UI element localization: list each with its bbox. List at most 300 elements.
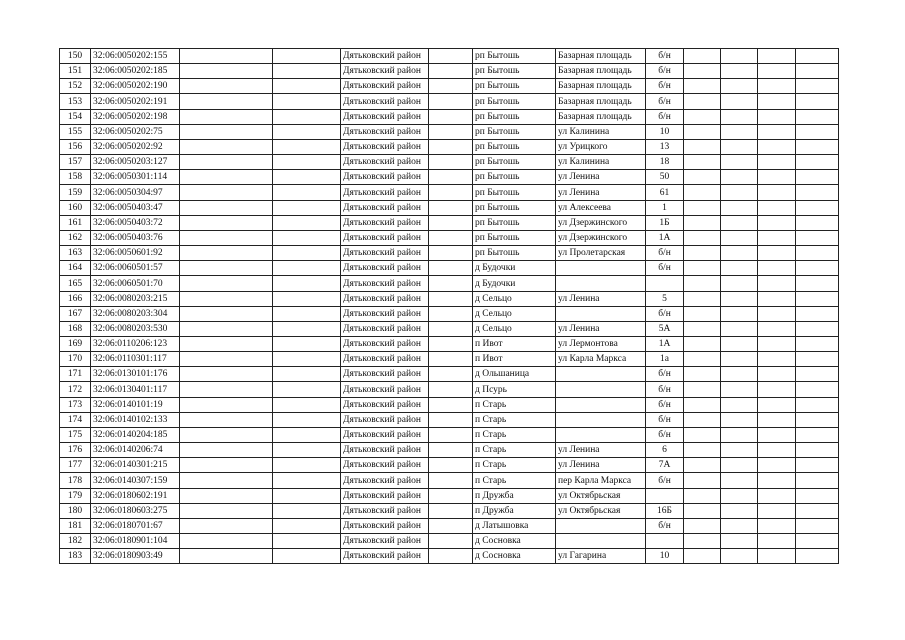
settlement-cell: д Сельцо [473,306,556,321]
row-number: 181 [60,518,91,533]
street-cell [556,397,646,412]
district-cell: Дятьковский район [341,443,429,458]
district-cell: Дятьковский район [341,534,429,549]
empty-cell [429,155,473,170]
table-row [60,352,839,367]
cadastral-number-cell: 32:06:0180602:191 [91,488,180,503]
empty-cell [180,49,273,64]
empty-cell [684,155,721,170]
empty-cell [758,412,796,427]
street-cell [556,412,646,427]
settlement-cell: п Ивот [473,352,556,367]
district-cell: Дятьковский район [341,276,429,291]
row-number: 167 [60,306,91,321]
empty-cell [721,518,758,533]
house-number-cell: 7А [646,458,684,473]
empty-cell [684,139,721,154]
table-row [60,139,839,154]
empty-cell [721,230,758,245]
empty-cell [796,230,839,245]
empty-cell [684,124,721,139]
house-number-cell: 5 [646,291,684,306]
row-number: 182 [60,534,91,549]
empty-cell [758,427,796,442]
house-number-cell: 10 [646,124,684,139]
house-number-cell: б/н [646,367,684,382]
row-number: 179 [60,488,91,503]
row-number: 159 [60,185,91,200]
empty-cell [180,246,273,261]
settlement-cell: рп Бытошь [473,155,556,170]
empty-cell [429,170,473,185]
empty-cell [180,230,273,245]
row-number: 172 [60,382,91,397]
house-number-cell: б/н [646,64,684,79]
empty-cell [273,443,341,458]
empty-cell [721,321,758,336]
district-cell: Дятьковский район [341,549,429,564]
settlement-cell: д Сельцо [473,321,556,336]
empty-cell [273,458,341,473]
empty-cell [758,200,796,215]
empty-cell [796,109,839,124]
row-number: 176 [60,443,91,458]
empty-cell [273,382,341,397]
empty-cell [758,94,796,109]
table-row [60,443,839,458]
empty-cell [721,276,758,291]
district-cell: Дятьковский район [341,170,429,185]
empty-cell [796,276,839,291]
table-row [60,488,839,503]
street-cell [556,276,646,291]
empty-cell [180,170,273,185]
empty-cell [429,336,473,351]
empty-cell [684,230,721,245]
house-number-cell [646,534,684,549]
house-number-cell: б/н [646,473,684,488]
empty-cell [796,185,839,200]
empty-cell [273,412,341,427]
table-row [60,109,839,124]
row-number: 175 [60,427,91,442]
empty-cell [684,185,721,200]
table-row [60,124,839,139]
cadastral-number-cell: 32:06:0050202:155 [91,49,180,64]
empty-cell [273,503,341,518]
settlement-cell: рп Бытошь [473,49,556,64]
district-cell: Дятьковский район [341,412,429,427]
empty-cell [429,397,473,412]
district-cell: Дятьковский район [341,367,429,382]
district-cell: Дятьковский район [341,291,429,306]
row-number: 168 [60,321,91,336]
empty-cell [796,473,839,488]
cadastral-number-cell: 32:06:0180901:104 [91,534,180,549]
empty-cell [429,458,473,473]
empty-cell [684,79,721,94]
house-number-cell: б/н [646,397,684,412]
empty-cell [180,367,273,382]
empty-cell [758,230,796,245]
house-number-cell: б/н [646,109,684,124]
empty-cell [180,94,273,109]
empty-cell [721,367,758,382]
cadastral-number-cell: 32:06:0180701:67 [91,518,180,533]
settlement-cell: п Ивот [473,336,556,351]
empty-cell [758,503,796,518]
cadastral-number-cell: 32:06:0180903:49 [91,549,180,564]
cadastral-number-cell: 32:06:0140307:159 [91,473,180,488]
empty-cell [180,518,273,533]
empty-cell [273,336,341,351]
empty-cell [758,49,796,64]
empty-cell [429,261,473,276]
street-cell: ул Пролетарская [556,246,646,261]
street-cell: Базарная площадь [556,79,646,94]
row-number: 177 [60,458,91,473]
street-cell: ул Ленина [556,170,646,185]
empty-cell [429,534,473,549]
settlement-cell: п Старь [473,412,556,427]
empty-cell [721,94,758,109]
street-cell [556,518,646,533]
cadastral-number-cell: 32:06:0140206:74 [91,443,180,458]
table-row [60,94,839,109]
street-cell: ул Октябрьская [556,488,646,503]
empty-cell [429,382,473,397]
cadastral-number-cell: 32:06:0060501:70 [91,276,180,291]
street-cell: ул Гагарина [556,549,646,564]
empty-cell [429,64,473,79]
cadastral-number-cell: 32:06:0140301:215 [91,458,180,473]
empty-cell [758,443,796,458]
empty-cell [180,200,273,215]
empty-cell [721,534,758,549]
empty-cell [684,261,721,276]
empty-cell [429,291,473,306]
district-cell: Дятьковский район [341,321,429,336]
table-row [60,473,839,488]
empty-cell [758,549,796,564]
empty-cell [684,427,721,442]
cadastral-number-cell: 32:06:0050403:47 [91,200,180,215]
empty-cell [273,170,341,185]
district-cell: Дятьковский район [341,109,429,124]
settlement-cell: рп Бытошь [473,185,556,200]
empty-cell [796,488,839,503]
empty-cell [721,397,758,412]
street-cell: ул Октябрьская [556,503,646,518]
empty-cell [273,291,341,306]
district-cell: Дятьковский район [341,352,429,367]
empty-cell [429,215,473,230]
settlement-cell: п Дружба [473,503,556,518]
empty-cell [429,352,473,367]
house-number-cell [646,488,684,503]
street-cell: ул Ленина [556,291,646,306]
table-row [60,49,839,64]
empty-cell [429,443,473,458]
street-cell: ул Ленина [556,443,646,458]
empty-cell [796,246,839,261]
cadastral-number-cell: 32:06:0050301:114 [91,170,180,185]
row-number: 170 [60,352,91,367]
empty-cell [721,382,758,397]
empty-cell [429,276,473,291]
settlement-cell: д Псурь [473,382,556,397]
empty-cell [721,503,758,518]
house-number-cell: б/н [646,518,684,533]
empty-cell [721,488,758,503]
empty-cell [429,185,473,200]
street-cell [556,534,646,549]
empty-cell [273,79,341,94]
district-cell: Дятьковский район [341,246,429,261]
empty-cell [721,109,758,124]
empty-cell [796,215,839,230]
row-number: 151 [60,64,91,79]
empty-cell [721,246,758,261]
empty-cell [796,170,839,185]
empty-cell [684,170,721,185]
street-cell: ул Лермонтова [556,336,646,351]
table-row [60,79,839,94]
row-number: 164 [60,261,91,276]
cadastral-number-cell: 32:06:0110206:123 [91,336,180,351]
property-register-table [59,48,839,564]
empty-cell [684,382,721,397]
empty-cell [796,336,839,351]
empty-cell [721,336,758,351]
row-number: 169 [60,336,91,351]
empty-cell [429,518,473,533]
empty-cell [273,518,341,533]
house-number-cell: 5А [646,321,684,336]
cadastral-number-cell: 32:06:0060501:57 [91,261,180,276]
row-number: 154 [60,109,91,124]
empty-cell [796,200,839,215]
empty-cell [684,473,721,488]
empty-cell [273,306,341,321]
empty-cell [273,352,341,367]
table-row [60,382,839,397]
empty-cell [429,124,473,139]
street-cell: пер Карла Маркса [556,473,646,488]
empty-cell [429,139,473,154]
empty-cell [796,427,839,442]
empty-cell [684,291,721,306]
empty-cell [180,261,273,276]
settlement-cell: рп Бытошь [473,94,556,109]
empty-cell [273,215,341,230]
district-cell: Дятьковский район [341,64,429,79]
empty-cell [429,412,473,427]
empty-cell [180,306,273,321]
district-cell: Дятьковский район [341,458,429,473]
empty-cell [796,503,839,518]
row-number: 161 [60,215,91,230]
empty-cell [796,352,839,367]
empty-cell [684,352,721,367]
house-number-cell: 16Б [646,503,684,518]
empty-cell [758,139,796,154]
cadastral-number-cell: 32:06:0140102:133 [91,412,180,427]
empty-cell [758,79,796,94]
street-cell: ул Калинина [556,155,646,170]
table-row [60,503,839,518]
table-row [60,412,839,427]
empty-cell [684,503,721,518]
empty-cell [180,139,273,154]
empty-cell [721,124,758,139]
empty-cell [180,427,273,442]
empty-cell [684,321,721,336]
settlement-cell: д Будочки [473,261,556,276]
empty-cell [721,473,758,488]
house-number-cell: б/н [646,427,684,442]
empty-cell [796,155,839,170]
empty-cell [796,412,839,427]
empty-cell [721,352,758,367]
table-row [60,215,839,230]
empty-cell [721,170,758,185]
district-cell: Дятьковский район [341,473,429,488]
row-number: 178 [60,473,91,488]
empty-cell [758,170,796,185]
empty-cell [721,443,758,458]
empty-cell [429,321,473,336]
table-row [60,321,839,336]
empty-cell [684,458,721,473]
row-number: 156 [60,139,91,154]
empty-cell [684,215,721,230]
district-cell: Дятьковский район [341,215,429,230]
house-number-cell: 1а [646,352,684,367]
settlement-cell: рп Бытошь [473,246,556,261]
street-cell: Базарная площадь [556,94,646,109]
house-number-cell: б/н [646,382,684,397]
settlement-cell: д Латышовка [473,518,556,533]
empty-cell [180,412,273,427]
street-cell: Базарная площадь [556,49,646,64]
empty-cell [429,473,473,488]
district-cell: Дятьковский район [341,518,429,533]
empty-cell [758,155,796,170]
empty-cell [684,64,721,79]
row-number: 162 [60,230,91,245]
empty-cell [180,488,273,503]
house-number-cell: 13 [646,139,684,154]
empty-cell [429,246,473,261]
empty-cell [796,534,839,549]
settlement-cell: рп Бытошь [473,139,556,154]
empty-cell [684,412,721,427]
empty-cell [180,124,273,139]
empty-cell [796,64,839,79]
empty-cell [180,276,273,291]
table-row [60,261,839,276]
empty-cell [758,185,796,200]
street-cell: ул Урицкого [556,139,646,154]
cadastral-number-cell: 32:06:0110301:117 [91,352,180,367]
empty-cell [684,109,721,124]
empty-cell [180,79,273,94]
street-cell: ул Алексеева [556,200,646,215]
empty-cell [684,306,721,321]
settlement-cell: рп Бытошь [473,64,556,79]
street-cell: ул Калинина [556,124,646,139]
empty-cell [758,473,796,488]
empty-cell [758,488,796,503]
cadastral-number-cell: 32:06:0140101:19 [91,397,180,412]
table-row [60,534,839,549]
house-number-cell: б/н [646,79,684,94]
empty-cell [721,458,758,473]
empty-cell [273,155,341,170]
street-cell: ул Карла Маркса [556,352,646,367]
district-cell: Дятьковский район [341,155,429,170]
empty-cell [429,49,473,64]
row-number: 158 [60,170,91,185]
empty-cell [684,336,721,351]
street-cell [556,367,646,382]
empty-cell [684,276,721,291]
cadastral-number-cell: 32:06:0140204:185 [91,427,180,442]
empty-cell [273,534,341,549]
house-number-cell: 1Б [646,215,684,230]
empty-cell [180,443,273,458]
empty-cell [721,306,758,321]
row-number: 160 [60,200,91,215]
table-row [60,246,839,261]
empty-cell [758,458,796,473]
street-cell: ул Ленина [556,185,646,200]
empty-cell [684,443,721,458]
settlement-cell: д Будочки [473,276,556,291]
district-cell: Дятьковский район [341,306,429,321]
settlement-cell: рп Бытошь [473,200,556,215]
row-number: 183 [60,549,91,564]
empty-cell [758,64,796,79]
settlement-cell: рп Бытошь [473,79,556,94]
empty-cell [796,367,839,382]
street-cell [556,427,646,442]
empty-cell [273,64,341,79]
district-cell: Дятьковский район [341,139,429,154]
empty-cell [180,321,273,336]
settlement-cell: рп Бытошь [473,109,556,124]
empty-cell [796,261,839,276]
empty-cell [758,276,796,291]
empty-cell [796,139,839,154]
empty-cell [721,215,758,230]
empty-cell [273,549,341,564]
street-cell: Базарная площадь [556,109,646,124]
row-number: 180 [60,503,91,518]
row-number: 166 [60,291,91,306]
cadastral-number-cell: 32:06:0130401:117 [91,382,180,397]
table-row [60,336,839,351]
empty-cell [273,246,341,261]
cadastral-number-cell: 32:06:0050601:92 [91,246,180,261]
empty-cell [721,261,758,276]
empty-cell [796,397,839,412]
empty-cell [758,397,796,412]
settlement-cell: рп Бытошь [473,124,556,139]
settlement-cell: п Старь [473,427,556,442]
empty-cell [273,124,341,139]
